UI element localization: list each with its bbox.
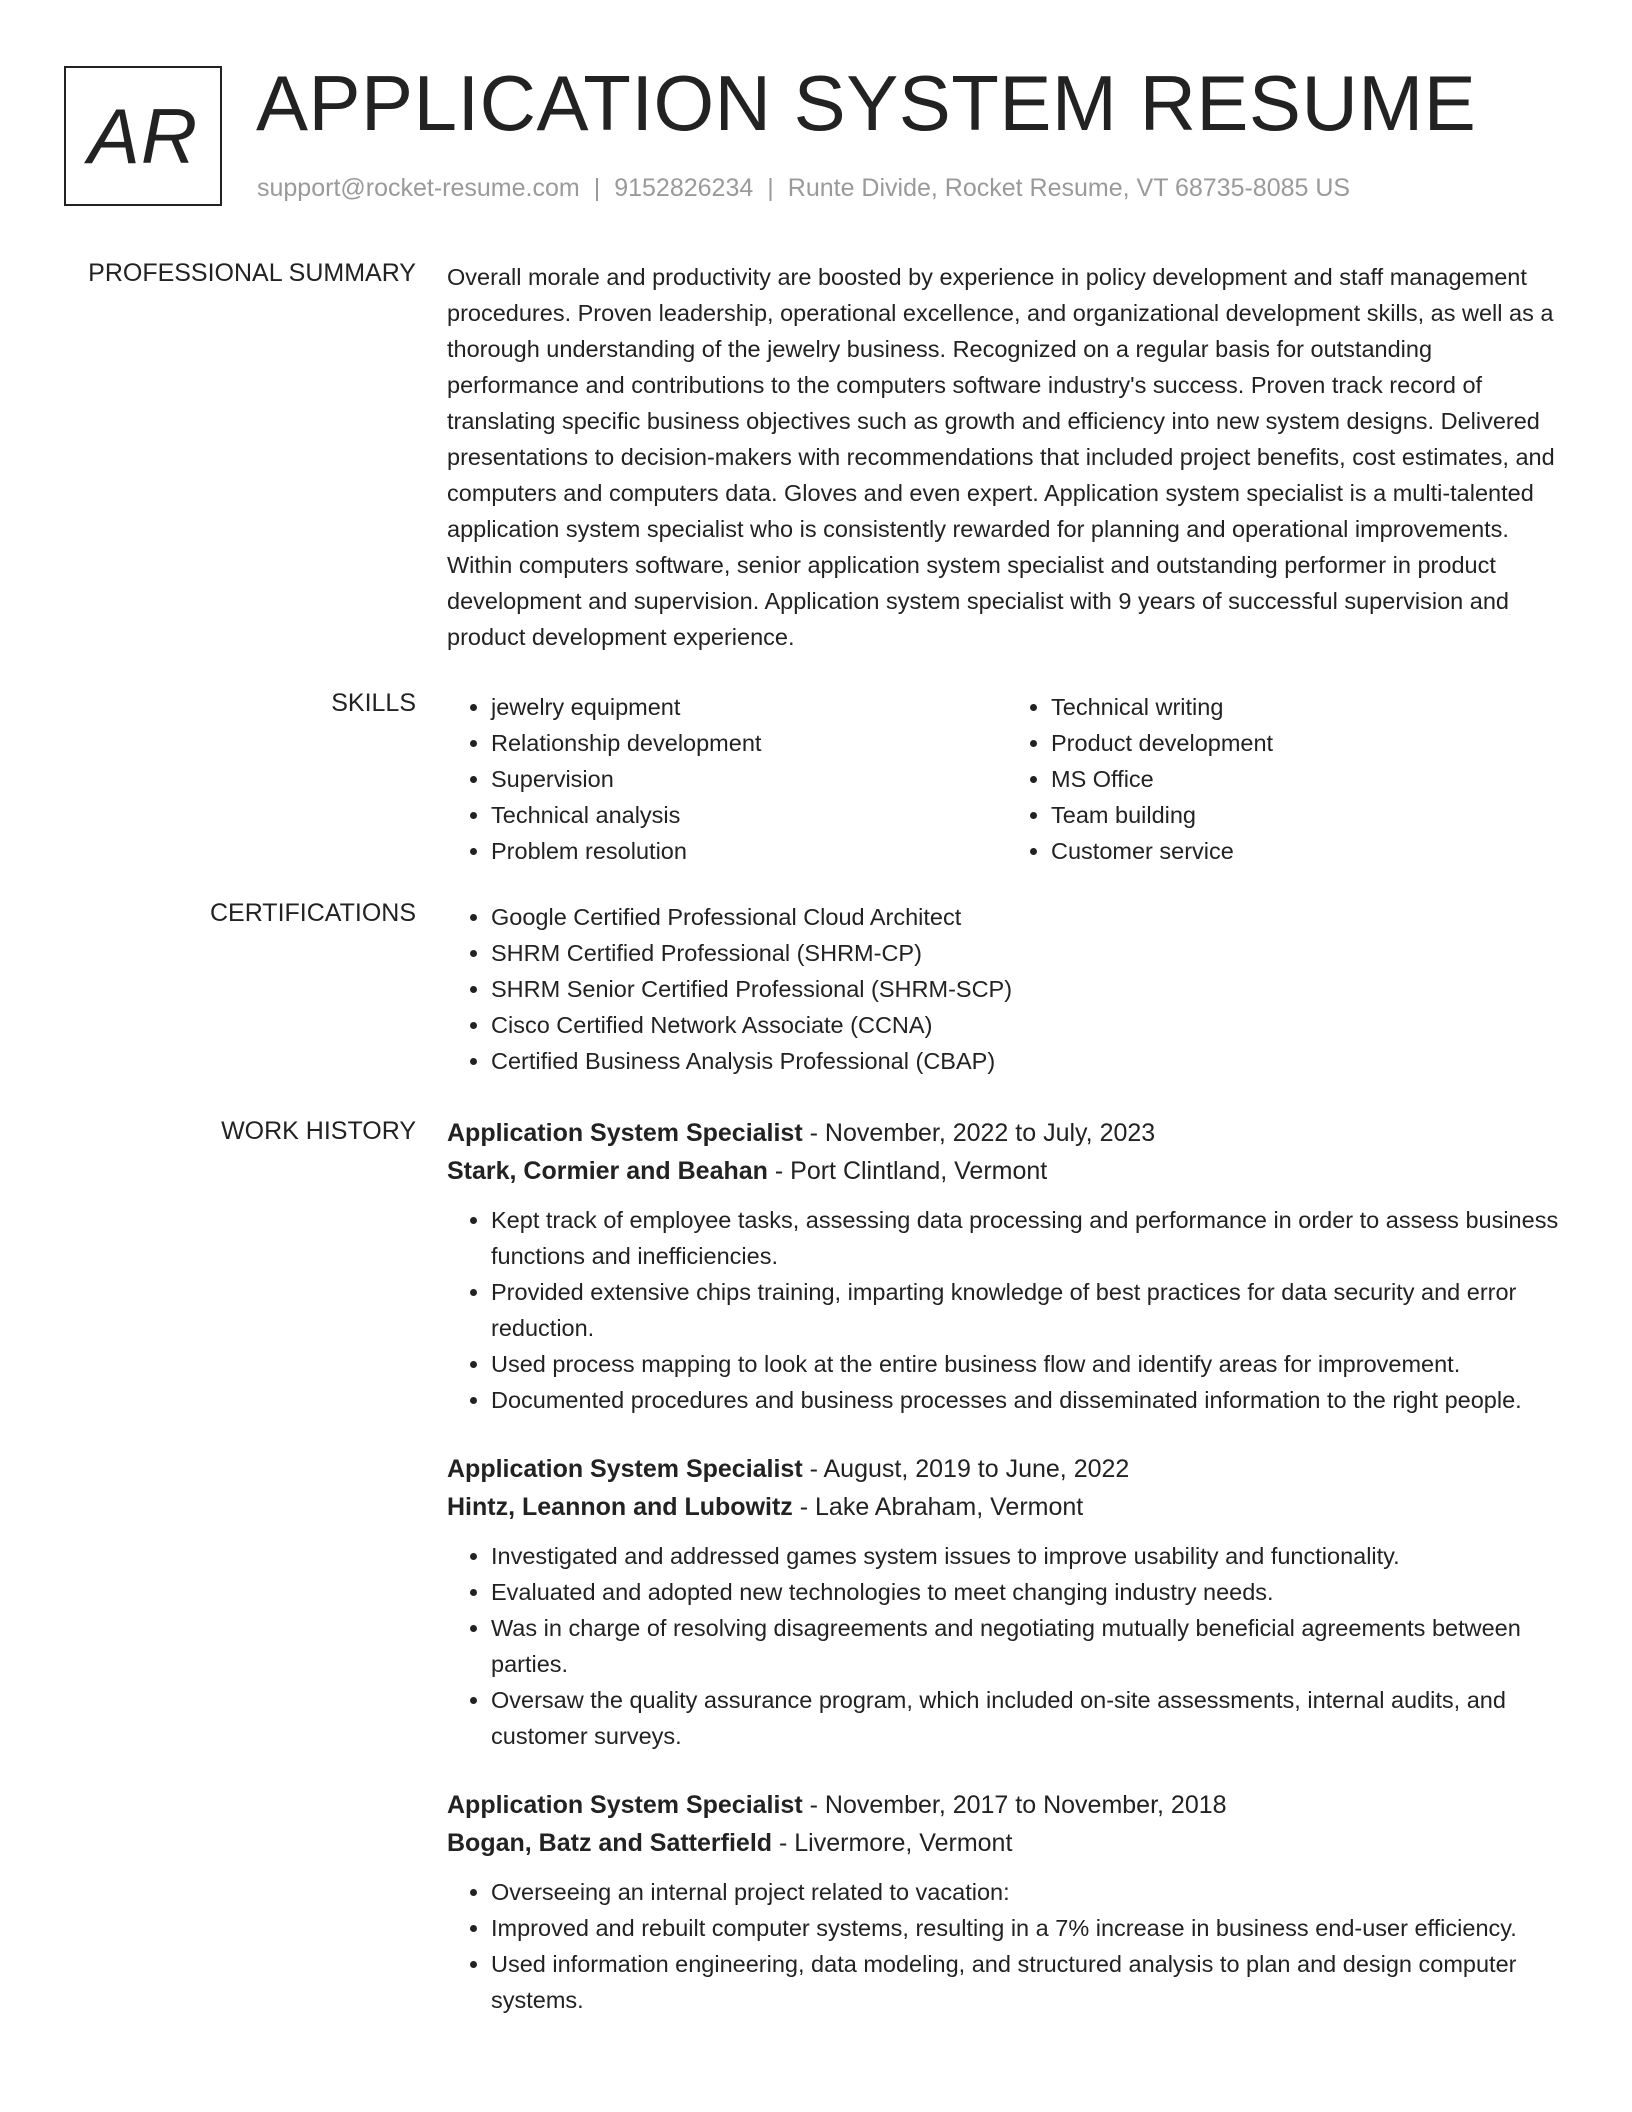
certification-item: • SHRM Certified Professional (SHRM-CP) (491, 935, 1567, 971)
job-entry (447, 1450, 1567, 1754)
job-company-line (447, 1824, 1567, 1862)
certification-item: • Google Certified Professional Cloud Architect (491, 899, 1567, 935)
skill-item: • Product development (1051, 725, 1567, 761)
job-bullet: • Used information engineering, data modeling, and structured analysis to plan and design computer systems. (491, 1946, 1567, 2018)
job-bullet: • Investigated and addressed games system issues to improve usability and functionality. (491, 1538, 1567, 1574)
job-bullets (447, 1538, 1567, 1754)
job-bullet: • Evaluated and adopted new technologies to meet changing industry needs. (491, 1574, 1567, 1610)
skill-item: • Technical writing (1051, 689, 1567, 725)
section-label-skills: SKILLS (331, 689, 416, 717)
skill-item: • Relationship development (491, 725, 1007, 761)
skill-item: • Technical analysis (491, 797, 1007, 833)
job-bullet: • Used process mapping to look at the entire business flow and identify areas for improvement. (491, 1346, 1567, 1382)
job-dates: - August, 2019 to June, 2022 (802, 1455, 1130, 1483)
contact-address: Runte Divide, Rocket Resume, VT 68735-8085 US (787, 174, 1351, 202)
summary-section (447, 259, 1567, 655)
job-bullet: • Was in charge of resolving disagreements and negotiating mutually beneficial agreements between parties. (491, 1610, 1567, 1682)
job-location: - Port Clintland, Vermont (767, 1157, 1048, 1185)
job-entry (447, 1786, 1567, 2018)
contact-line (257, 174, 1350, 203)
skill-item: • Team building (1051, 797, 1567, 833)
contact-separator: | (767, 174, 774, 202)
skill-item: • Customer service (1051, 833, 1567, 869)
job-company-line (447, 1488, 1567, 1526)
job-bullet: • Oversaw the quality assurance program, which included on-site assessments, internal audits, and customer surveys. (491, 1682, 1567, 1754)
job-bullets (447, 1874, 1567, 2018)
resume-title: APPLICATION SYSTEM RESUME (256, 59, 1477, 147)
job-bullets (447, 1202, 1567, 1418)
job-title-line (447, 1114, 1567, 1152)
job-bullet: • Improved and rebuilt computer systems, resulting in a 7% increase in business end-user efficiency. (491, 1910, 1567, 1946)
job-company: Stark, Cormier and Beahan (447, 1157, 768, 1185)
skill-item: • Supervision (491, 761, 1007, 797)
job-bullet: • Kept track of employee tasks, assessing data processing and performance in order to assess business functions and inefficiencies. (491, 1202, 1567, 1274)
job-title: Application System Specialist (447, 1455, 803, 1483)
contact-phone[interactable]: 9152826234 (614, 174, 754, 202)
job-bullet: • Provided extensive chips training, imparting knowledge of best practices for data security and error reduction. (491, 1274, 1567, 1346)
contact-separator: | (593, 174, 601, 202)
certification-item: • Cisco Certified Network Associate (CCNA) (491, 1007, 1567, 1043)
job-company-line (447, 1152, 1567, 1190)
job-entry (447, 1114, 1567, 1418)
skill-item: • jewelry equipment (491, 689, 1007, 725)
job-title-line (447, 1786, 1567, 1824)
job-title-line (447, 1450, 1567, 1488)
section-label-certifications: CERTIFICATIONS (209, 899, 416, 927)
job-title: Application System Specialist (447, 1119, 803, 1147)
skills-section (447, 689, 1567, 869)
skills-list-left (447, 689, 1007, 869)
certification-item: • Certified Business Analysis Professional (CBAP) (491, 1043, 1567, 1079)
job-dates: - November, 2017 to November, 2018 (802, 1791, 1227, 1819)
section-label-summary: PROFESSIONAL SUMMARY (88, 259, 416, 287)
job-location: - Lake Abraham, Vermont (792, 1493, 1084, 1521)
skills-list-right (1007, 689, 1567, 869)
work-history-section (447, 1114, 1567, 2050)
job-company: Bogan, Batz and Satterfield (447, 1829, 773, 1857)
job-bullet: • Documented procedures and business processes and disseminated information to the right people. (491, 1382, 1567, 1418)
monogram-logo: AR (64, 66, 222, 206)
certifications-list (447, 899, 1567, 1079)
certification-item: • SHRM Senior Certified Professional (SHRM-SCP) (491, 971, 1567, 1007)
job-title: Application System Specialist (447, 1791, 803, 1819)
skill-item: • Problem resolution (491, 833, 1007, 869)
job-location: - Livermore, Vermont (772, 1829, 1013, 1857)
skill-item: • MS Office (1051, 761, 1567, 797)
job-dates: - November, 2022 to July, 2023 (802, 1119, 1156, 1147)
summary-text: Overall morale and productivity are boosted by experience in policy development and staff management procedures. Proven leadership, operational excellence, and organizational development skills, as well as a thorough understanding of the jewelry business. Recognized on a regular basis for outstanding performance and contributions to the computers software industry's success. Proven track record of translating specific business objectives such as growth and efficiency into new system designs. Delivered presentations to decision-makers with recommendations that included project benefits, cost estimates, and computers and computers data. Gloves and even expert. Application system specialist is a multi-talented application system specialist who is consistently rewarded for planning and operational improvements. Within computers software, senior application system specialist and outstanding performer in product development and supervision. Application system specialist with 9 years of successful supervision and product development experience. (447, 264, 1555, 650)
certifications-section (447, 899, 1567, 1079)
contact-email[interactable]: support@rocket-resume.com (257, 174, 580, 202)
section-label-work-history: WORK HISTORY (221, 1117, 416, 1145)
job-company: Hintz, Leannon and Lubowitz (447, 1493, 793, 1521)
job-bullet: • Overseeing an internal project related to vacation: (491, 1874, 1567, 1910)
